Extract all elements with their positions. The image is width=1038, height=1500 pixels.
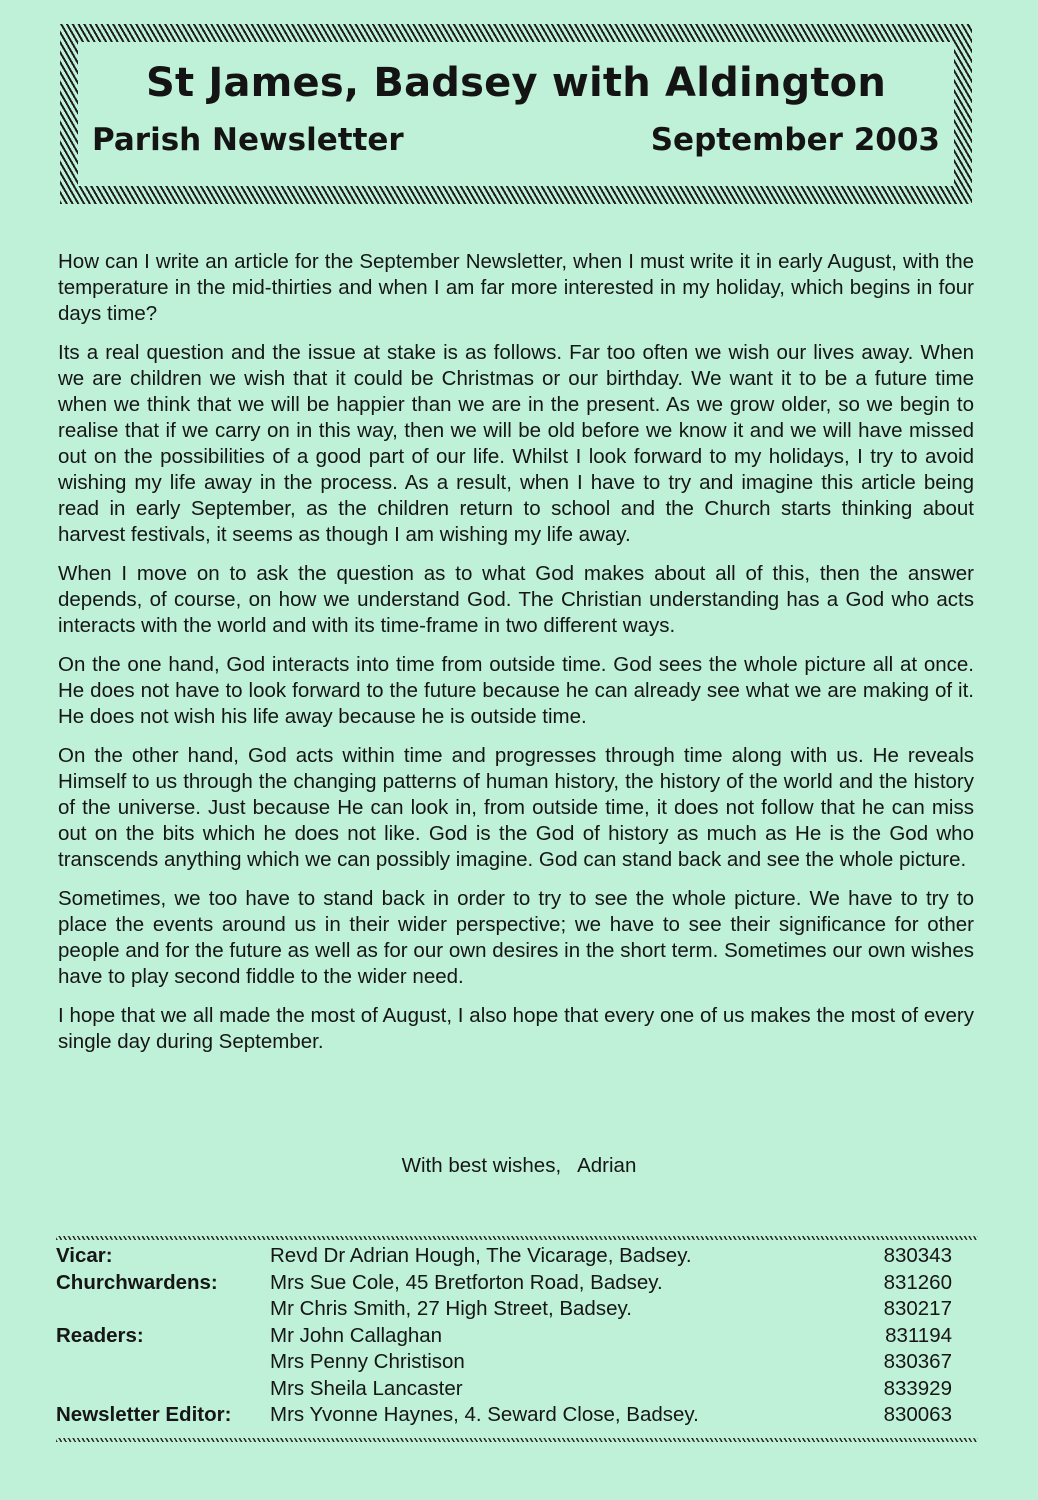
article-paragraph: On the one hand, God interacts into time from outside time. God sees the whole picture all at once. He does not have to look forward to the future because he can already see what we are making of it. He does not wish his life away because he is outside time. [58, 653, 974, 728]
contact-role: Newsletter Editor: [56, 1403, 232, 1426]
article-paragraph: I hope that we all made the most of August, I also hope that every one of us makes the most of every single day during September. [58, 1004, 974, 1053]
contact-role [56, 1377, 270, 1404]
contact-detail: Mr Chris Smith, 27 High Street, Badsey. [270, 1297, 632, 1320]
contact-role: Vicar: [56, 1244, 113, 1267]
contact-row [56, 1297, 978, 1324]
contact-phone: 830217 [883, 1297, 952, 1320]
contact-detail: Mrs Yvonne Haynes, 4. Seward Close, Badsey. [270, 1403, 699, 1426]
contact-role: Readers: [56, 1323, 144, 1347]
article-paragraph: When I move on to ask the question as to what God makes about all of this, then the answer depends, of course, on how we understand God. The Christian understanding has a God who acts interacts with the world and with its time-frame in two different ways. [58, 562, 974, 637]
contact-detail: Mrs Sheila Lancaster [270, 1376, 463, 1400]
contact-phone: 830343 [883, 1244, 952, 1267]
contact-row [56, 1377, 978, 1404]
masthead-border [60, 24, 972, 204]
contact-row [56, 1403, 978, 1430]
contact-role: Churchwardens: [56, 1270, 218, 1294]
contacts-table [56, 1244, 978, 1430]
contact-phone: 830063 [883, 1403, 952, 1426]
contact-detail: Mrs Sue Cole, 45 Bretforton Road, Badsey. [270, 1270, 663, 1294]
article-body [58, 249, 974, 1068]
contact-row [56, 1350, 978, 1377]
contact-phone: 831194 [885, 1323, 952, 1347]
article-paragraph: Sometimes, we too have to stand back in order to try to see the whole picture. We have to try to place the events around us in their wider perspective; we have to see their significance for other people and for the future as well as for our own desires in the short term. Sometimes our own wishes have to play second fiddle to the wider need. [58, 887, 974, 988]
contact-row [56, 1244, 978, 1271]
article-paragraph: How can I write an article for the September Newsletter, when I must write it in early August, with the temperature in the mid-thirties and when I am far more interested in my holiday, which begins in four days time? [58, 250, 974, 325]
signoff [0, 1154, 1038, 1178]
article-paragraph: Its a real question and the issue at stake is as follows. Far too often we wish our lives away. When we are children we wish that it could be Christmas or our birthday. We want it to be a future time when we think that we will be happier than we are in the present. As we grow older, so we begin to realise that if we carry on in this way, then we will be old before we know it and we will have missed out on the possibilities of a good part of our life. Whilst I look forward to my holidays, I try to avoid wishing my life away in the process. As a result, when I have to try and imagine this article being read in early September, as the children return to school and the Church starts thinking about harvest festivals, it seems as though I am wishing my life away. [58, 341, 974, 546]
parish-title: St James, Badsey with Aldington [145, 60, 887, 106]
contact-row [56, 1324, 978, 1351]
contact-role [56, 1350, 270, 1377]
contact-phone: 830367 [883, 1350, 952, 1373]
newsletter-label: Parish Newsletter [92, 122, 404, 158]
masthead [78, 42, 954, 186]
signoff-text: With best wishes, Adrian [401, 1154, 637, 1177]
issue-date: September 2003 [650, 122, 940, 158]
contact-role [56, 1297, 270, 1324]
contacts-top-rule [56, 1236, 978, 1240]
contacts-bottom-rule [56, 1438, 978, 1442]
contact-detail: Mrs Penny Christison [270, 1350, 465, 1373]
article-paragraph: On the other hand, God acts within time and progresses through time along with us. He reveals Himself to us through the changing patterns of human history, the history of the world and the history of the universe. Just because He can look in, from outside time, it does not follow that he can miss out on the bits which he does not like. God is the God of history as much as He is the God who transcends anything which we can possibly imagine. God can stand back and see the whole picture. [58, 744, 974, 871]
contact-phone: 831260 [883, 1270, 952, 1294]
contact-row [56, 1271, 978, 1298]
contact-detail: Mr John Callaghan [270, 1323, 443, 1347]
contact-phone: 833929 [883, 1376, 952, 1400]
contact-detail: Revd Dr Adrian Hough, The Vicarage, Badsey. [270, 1244, 692, 1267]
